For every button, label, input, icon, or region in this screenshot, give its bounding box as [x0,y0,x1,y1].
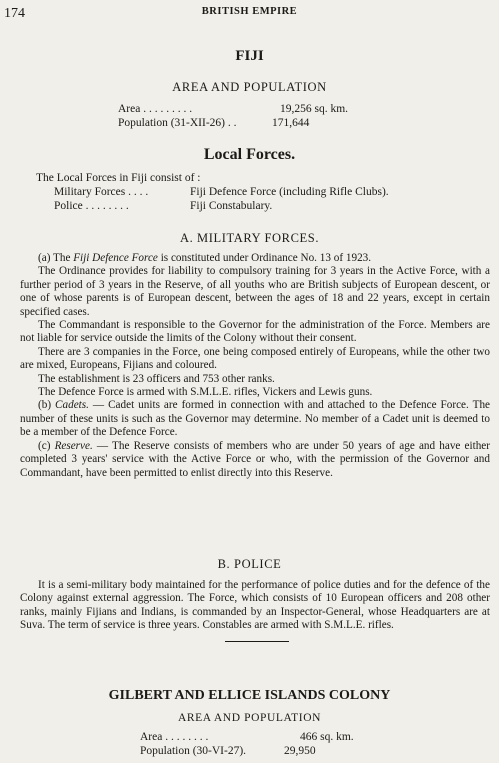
paragraph-establishment: The establishment is 23 officers and 753 other ranks. [38,372,275,385]
gilbert-population-label: Population (30-VI-27). [140,745,247,757]
section-divider [225,641,289,642]
paragraph-commandant: The Commandant is responsible to the Governor for the administration of the Force. Members are not liable for service outside the limits of the Colony without their consent. [20,319,490,345]
gilbert-title: GILBERT AND ELLICE ISLANDS COLONY [108,688,391,703]
local-forces-heading: Local Forces. [203,146,296,163]
paragraph-companies: There are 3 companies in the Force, one being composed entirely of Europeans, while the other two are mixed, Europeans, Fijians and coloured. [20,345,490,372]
local-forces-intro: The Local Forces in Fiji consist of : [36,172,201,184]
paragraph-armed: The Defence Force is armed with S.M.L.E. rifles, Vickers and Lewis guns. [38,386,373,399]
military-forces-label: Military Forces . . . . [54,186,149,198]
fiji-area-value: 19,256 sq. km. [280,103,349,115]
military-forces-value: Fiji Defence Force (including Rifle Clubs). [190,186,389,198]
fiji-title: FIJI [235,48,264,64]
running-title: BRITISH EMPIRE [201,6,298,17]
fiji-defence-force-term: Fiji Defence Force [73,252,158,264]
police-section [20,579,490,633]
gilbert-area-value: 466 sq. km. [300,731,354,743]
fiji-area-label: Area . . . . . . . . . [118,103,193,115]
military-forces-heading: A. MILITARY FORCES. [179,231,320,245]
reserve-term: Reserve. [54,439,93,452]
cadets-term: Cadets. [55,399,89,412]
police-heading: B. POLICE [217,557,282,571]
fiji-population-value: 171,644 [272,117,310,129]
gilbert-area-label: Area . . . . . . . . [140,731,209,743]
page-number: 174 [4,6,25,21]
gilbert-area-heading: AREA AND POPULATION [177,712,322,724]
gilbert-population-value: 29,950 [284,745,316,757]
fiji-population-label: Population (31-XII-26) . . [118,117,237,129]
paragraph-police: It is a semi-military body maintained for the performance of police duties and for the defence of the Colony against external aggression. The Force, which consists of 10 European officers and 208 other ranks, mainly Fijians and Indians, is commanded by an Inspector-General, whose Headquarters are at Suva. The term of service is three years. Constables are armed with S.M.L.E. rifles. [20,579,490,632]
paragraph-b-cadets: (b) Cadets. — Cadet units are formed in connection with and attached to the Defence Force. The number of these units is such as the Governor may determine. No member of a Cadet unit is deemed to be a member of the Defence Force. [20,399,491,439]
paragraph-c-reserve: (c) Reserve. — The Reserve consists of members who are under 50 years of age and have either completed 3 years' service with the Active Force or who, with the permission of the Governor and Commandant, have been permitted to enlist directly into this Reserve. [20,439,490,479]
police-value: Fiji Constabulary. [190,200,273,212]
paragraph-ordinance: The Ordinance provides for liability to compulsory training for 3 years in the Active Force, with a further period of 3 years in the Reserve, of all youths who are British subjects of European descent, or one of whose parents is of European descent, between the ages of 18 and 22 years, except in certain specified cases. [20,265,490,318]
military-forces-section [20,252,490,480]
police-label: Police . . . . . . . . [54,200,129,212]
fiji-area-heading: AREA AND POPULATION [172,80,327,94]
paragraph-a: (a) The Fiji Defence Force is constituted under Ordinance No. 13 of 1923. [38,252,372,264]
